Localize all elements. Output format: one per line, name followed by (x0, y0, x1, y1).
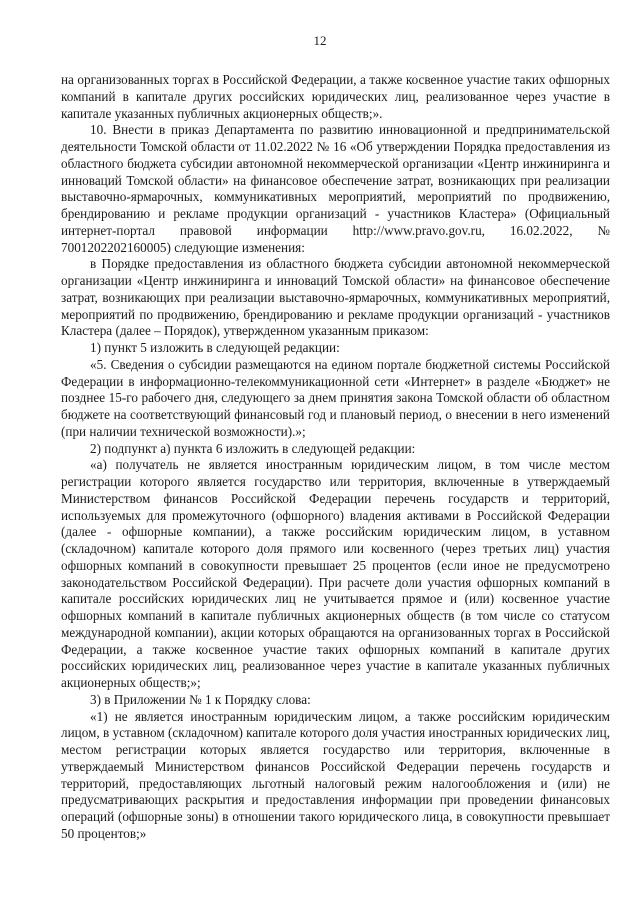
paragraph-quote-5: «5. Сведения о субсидии размещаются на едином портале бюджетной системы Российской Федерации в информационно-телекоммуникационной сети «Интернет» в разделе «Бюджет» не позднее 15-го рабочего дня, следующего за днем принятия закона Томской области об областном бюджете на соответствующий финансовый год и плановый период, о внесении в него изменений (при наличии технической возможности).»; (61, 356, 610, 439)
paragraph-item-10: 10. Внести в приказ Департамента по развитию инновационной и предпринимательской деятельности Томской области от 11.02.2022 № 16 «Об утверждении Порядка предоставления из областного бюджета субсидии автономной некоммерческой организации «Центр инжиниринга и инноваций Томской области» на финансовое обеспечение затрат, возникающих при реализации выставочно-ярмарочных, коммуникативных мероприятий, мероприятий по продвижению, брендированию и рекламе продукции организаций - участников Кластера» (Официальный интернет-портал правовой информации http://www.pravo.gov.ru, 16.02.2022, № 7001202202160005) следующие изменения: (61, 122, 610, 255)
paragraph-subitem-1: 1) пункт 5 изложить в следующей редакции: (90, 340, 340, 355)
paragraph-procedure: в Порядке предоставления из областного бюджета субсидии автономной некоммерческой организации «Центр инжиниринга и инноваций Томской области» на финансовое обеспечение затрат, возникающих при реализации выставочно-ярмарочных, коммуникативных мероприятий, мероприятий по продвижению, брендированию и рекламе продукции организаций - участников Кластера (далее – Порядок), утвержденном указанным приказом: (61, 256, 610, 339)
paragraph-quote-a: «а) получатель не является иностранным юридическим лицом, в том числе местом регистрации которого является государство или территория, включенные в утверждаемый Министерством финансов Российской Федерации перечень государств и территорий, используемых для промежуточного (офшорного) владения активами в Российской Федерации (далее - офшорные компании), а также российским юридическим лицом, в уставном (складочном) капитале которого доля прямого или косвенного (через третьих лиц) участия офшорных компаний в совокупности превышает 25 процентов (если иное не предусмотрено законодательством Российской Федерации). При расчете доли участия офшорных компаний в капитале российских юридических лиц не учитывается прямое и (или) косвенное участие офшорных компаний в капитале публичных акционерных обществ (в том числе со статусом международной компании), акции которых обращаются на организованных торгах в Российской Федерации, а также косвенное участие таких офшорных компаний в капитале других российских юридических лиц, реализованное через участие в капитале указанных публичных акционерных обществ;»; (61, 457, 610, 690)
paragraph-quote-1: «1) не является иностранным юридическим лицом, а также российским юридическим лицом, в уставном (складочном) капитале которого доля участия иностранных юридических лиц, местом регистрации которых является государство или территория, включенные в утверждаемый Министерством финансов Российской Федерации перечень государств и территорий, предоставляющих льготный налоговый режим налогообложения и (или) не предусматривающих раскрытия и предоставления информации при проведении финансовых операций (офшорные зоны) в отношении такого юридического лица, в совокупности превышает 50 процентов;» (61, 708, 610, 841)
document-body (61, 72, 610, 843)
paragraph-subitem-3: 3) в Приложении № 1 к Порядку слова: (90, 691, 311, 707)
paragraph-subitem-2: 2) подпункт а) пункта 6 изложить в следующей редакции: (90, 440, 416, 456)
page-number: 12 (313, 33, 327, 48)
paragraph-continuation: на организованных торгах в Российской Федерации, а также косвенное участие таких офшорных компаний в капитале других российских юридических лиц, реализованное через участие в капитале указанных публичных акционерных обществ;». (61, 72, 610, 121)
